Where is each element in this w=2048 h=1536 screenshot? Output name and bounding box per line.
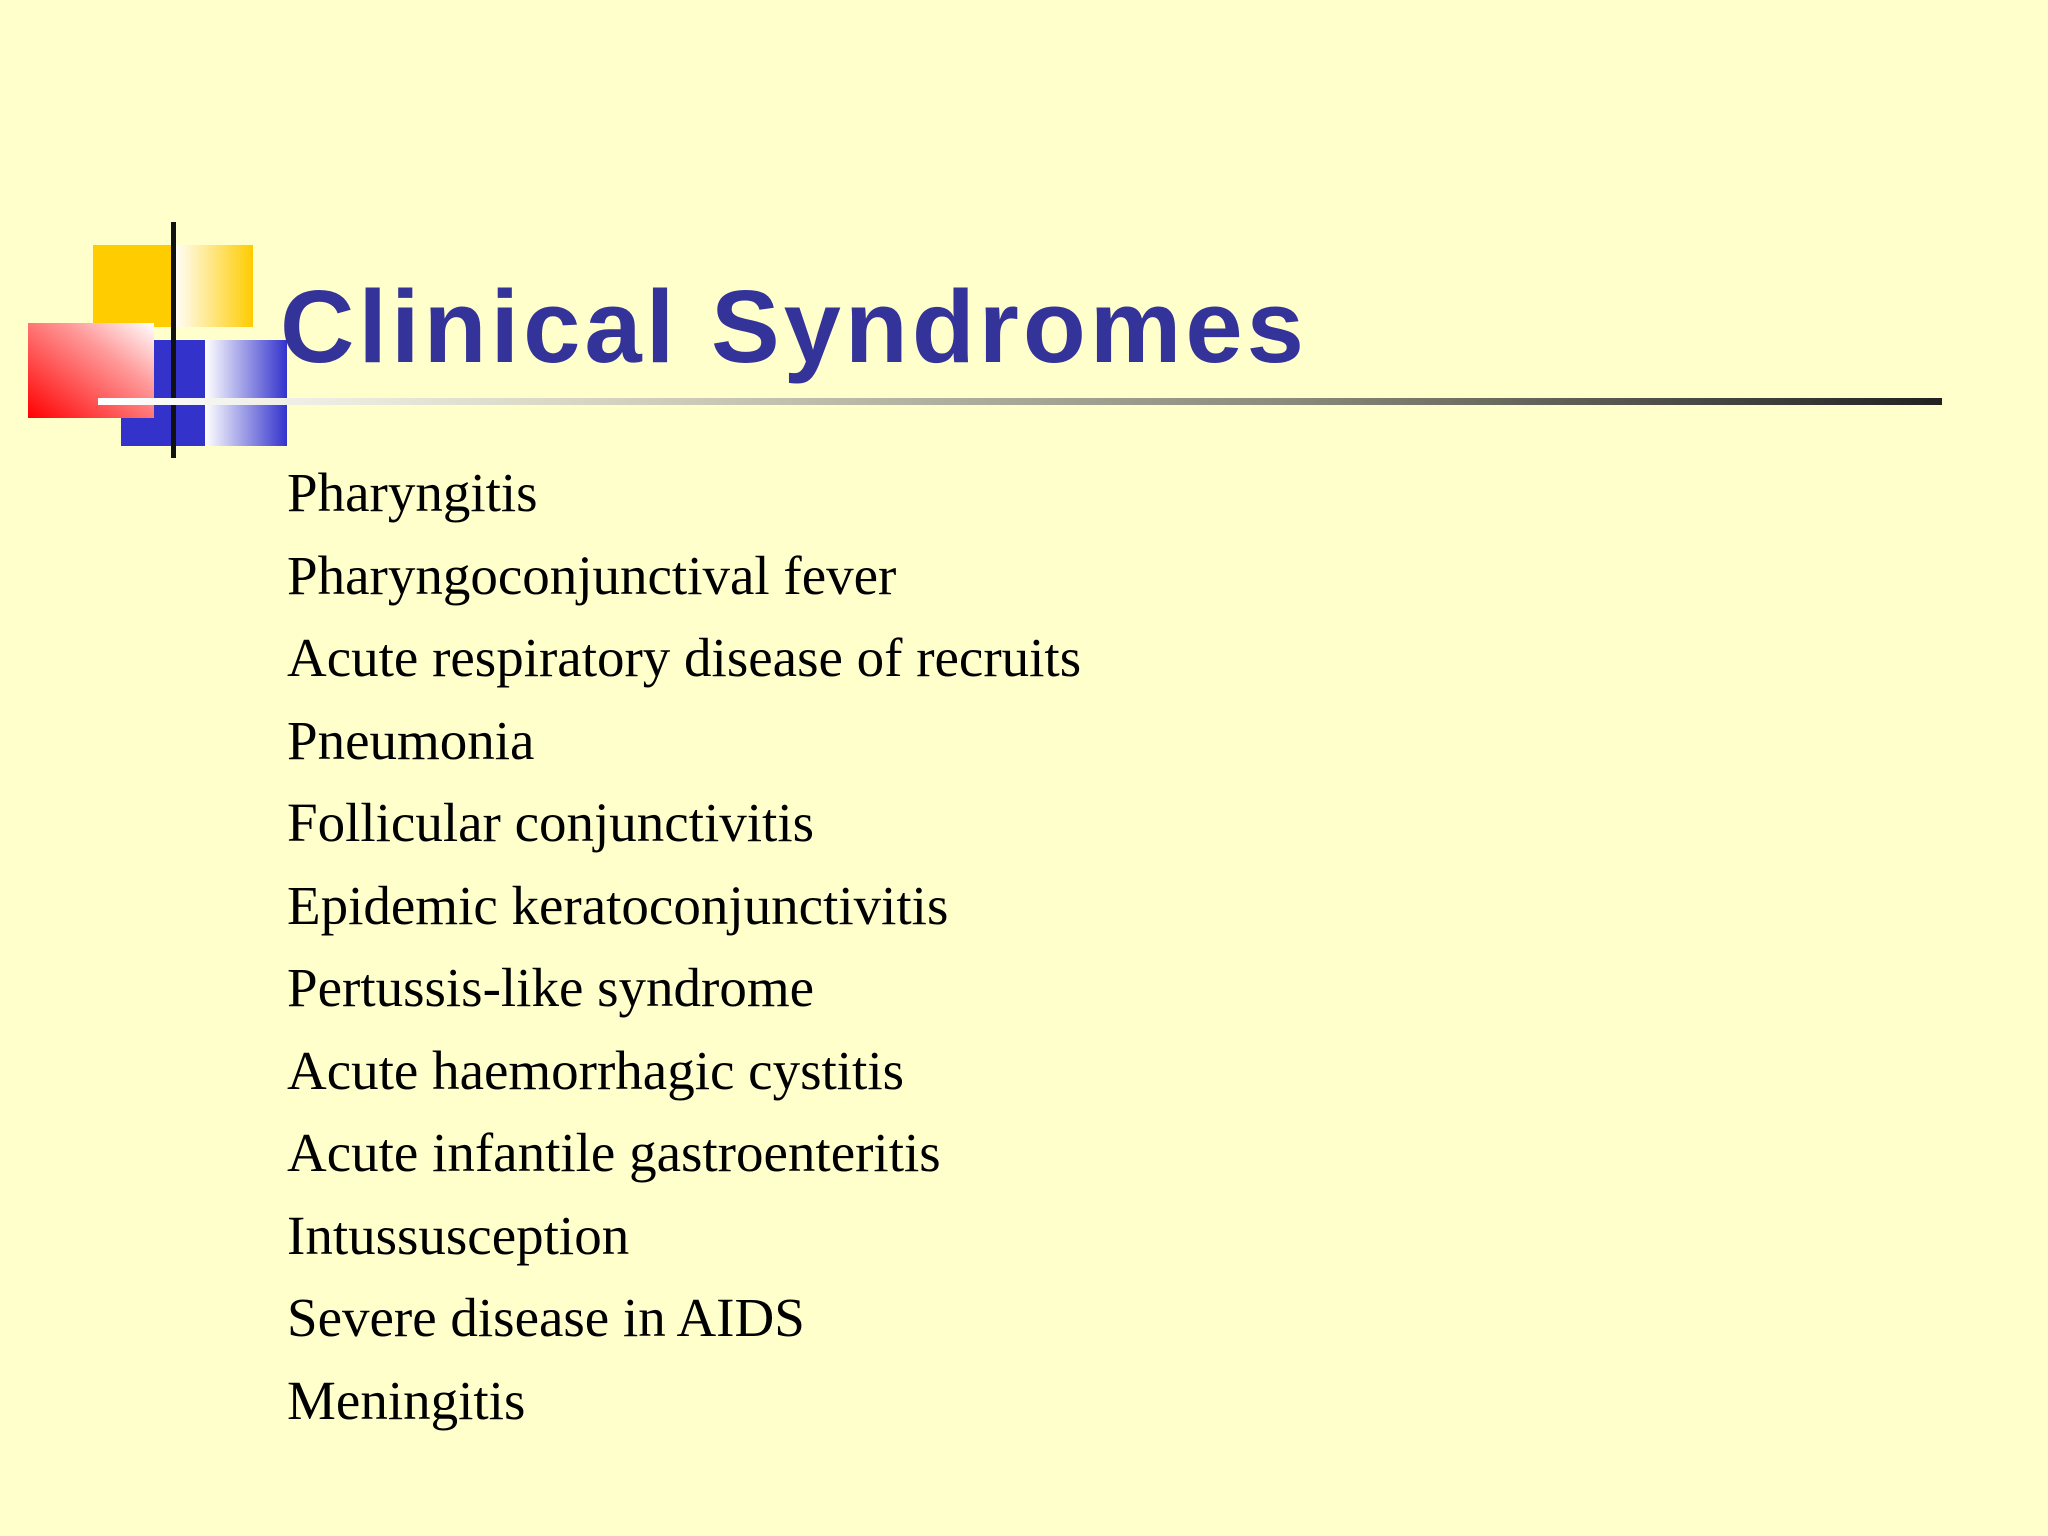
list-item: Pertussis-like syndrome <box>287 957 815 1018</box>
list-item: Pneumonia <box>287 709 535 771</box>
title-underline <box>98 398 1942 405</box>
list-item: Pharyngoconjunctival fever <box>287 544 897 606</box>
list-item: Epidemic keratoconjunctivitis <box>287 874 949 936</box>
deco-yellow-gradient-square <box>173 245 253 327</box>
deco-blue-gradient-square <box>205 340 287 446</box>
slide-title: Clinical Syndromes <box>280 269 1308 384</box>
list-item: Pharyngitis <box>287 462 538 523</box>
deco-yellow-square <box>93 245 173 327</box>
list-item: Severe disease in AIDS <box>287 1287 805 1348</box>
list-item: Follicular conjunctivitis <box>287 792 815 853</box>
syndrome-list <box>287 452 1081 1442</box>
list-item: Meningitis <box>287 1369 526 1431</box>
list-item: Intussusception <box>287 1204 630 1266</box>
deco-vertical-line <box>171 222 176 458</box>
list-item: Acute haemorrhagic cystitis <box>287 1039 905 1101</box>
list-item: Acute infantile gastroenteritis <box>287 1122 941 1183</box>
list-item: Acute respiratory disease of recruits <box>287 627 1082 688</box>
